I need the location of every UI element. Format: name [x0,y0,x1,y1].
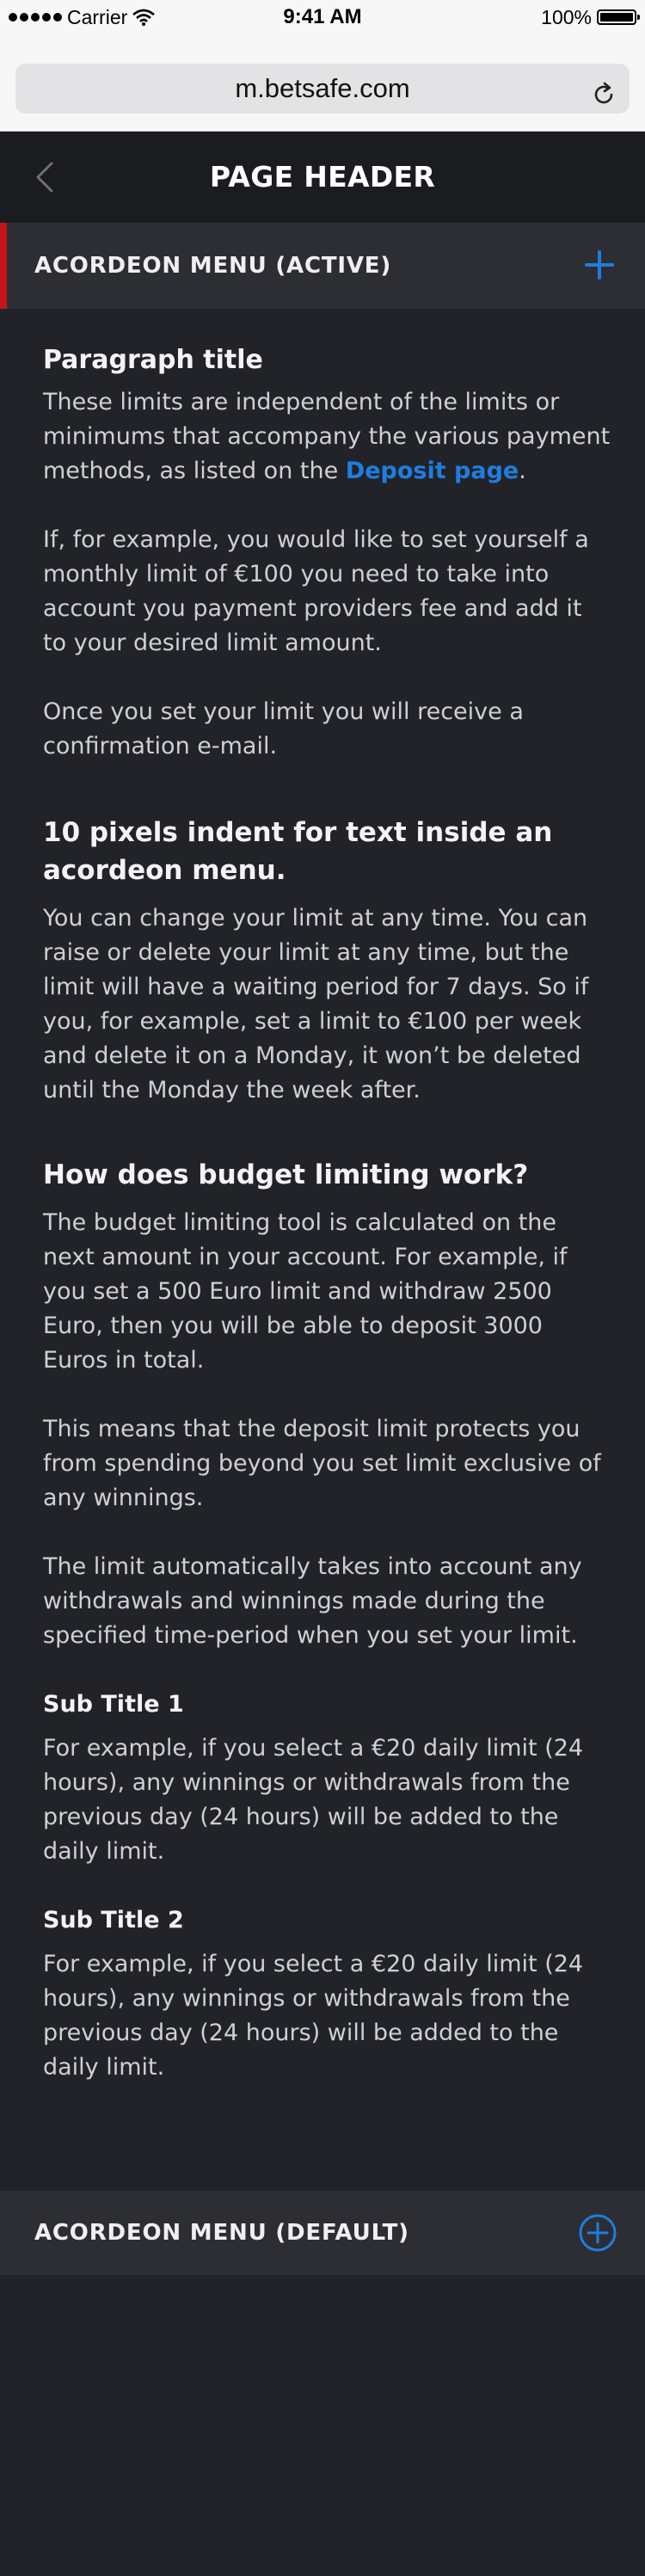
paragraph-text: This means that the deposit limit protects you from spending beyond you set limit exclusive of any winnings. [43,1416,601,1511]
paragraph-text: The budget limiting tool is calculated on the next amount in your account. For example, if you set a 500 Euro limit and withdraw 2500 Euro, then you will be able to deposit 3000 Euros in total. [43,1209,568,1374]
deposit-page-link[interactable]: Deposit page [345,458,519,484]
paragraph-text: Once you set your limit you will receive a confirmation e-mail. [43,698,524,759]
circle-plus-icon[interactable] [578,2213,617,2256]
page-header [0,132,645,223]
url-text: m.betsafe.com [235,73,410,103]
accordion-active-label: ACORDEON MENU (ACTIVE) [34,253,392,279]
page-title: PAGE HEADER [209,160,436,194]
section-title: How does budget limiting work? [43,1159,529,1190]
accordion-content [43,309,611,2085]
status-right [541,0,636,34]
paragraph-title: Paragraph title [43,345,263,375]
browser-toolbar [0,34,645,132]
paragraph-text-part: These limits are independent of the limits or minimums that accompany the various payment methods, as listed on the [43,389,611,484]
plus-icon[interactable] [585,250,614,283]
paragraph-text: If, for example, you would like to set yourself a monthly limit of €100 you need to take into account you payment providers fee and add it to your desired limit amount. [43,526,589,656]
battery-icon [597,9,636,25]
paragraph-text-end: . [519,458,526,484]
carrier-label: Carrier [67,5,128,28]
active-indicator [0,223,7,309]
paragraph-text: For example, if you select a €20 daily limit (24 hours), any winnings or withdrawals from the previous day (24 hours) will be added to the daily limit. [43,1735,584,1865]
paragraph-text: For example, if you select a €20 daily limit (24 hours), any winnings or withdrawals from the previous day (24 hours) will be added to the daily limit. [43,1951,584,2081]
reload-icon[interactable] [590,75,617,125]
section-title: 10 pixels indent for text inside an acordeon menu. [43,817,553,886]
paragraph-text: You can change your limit at any time. You can raise or delete your limit at any time, but the limit will have a waiting period for 7 days. So if you, for example, set a limit to €100 per week and delete it on a Monday, it won’t be deleted until the Monday the week after. [43,905,589,1104]
status-bar [0,0,645,34]
status-time: 9:41 AM [283,5,362,28]
paragraph-text: The limit automatically takes into account any withdrawals and winnings made during the specified time-period when you set your limit. [43,1553,582,1649]
url-field[interactable] [15,64,630,114]
battery-percent: 100% [541,5,592,28]
accordion-default-header[interactable] [0,2191,645,2275]
accordion-default-label: ACORDEON MENU (DEFAULT) [34,2220,409,2246]
sub-title: Sub Title 2 [43,1907,184,1934]
sub-title: Sub Title 1 [43,1691,184,1718]
paragraph-text [43,385,611,489]
accordion-active-header[interactable] [0,223,645,309]
